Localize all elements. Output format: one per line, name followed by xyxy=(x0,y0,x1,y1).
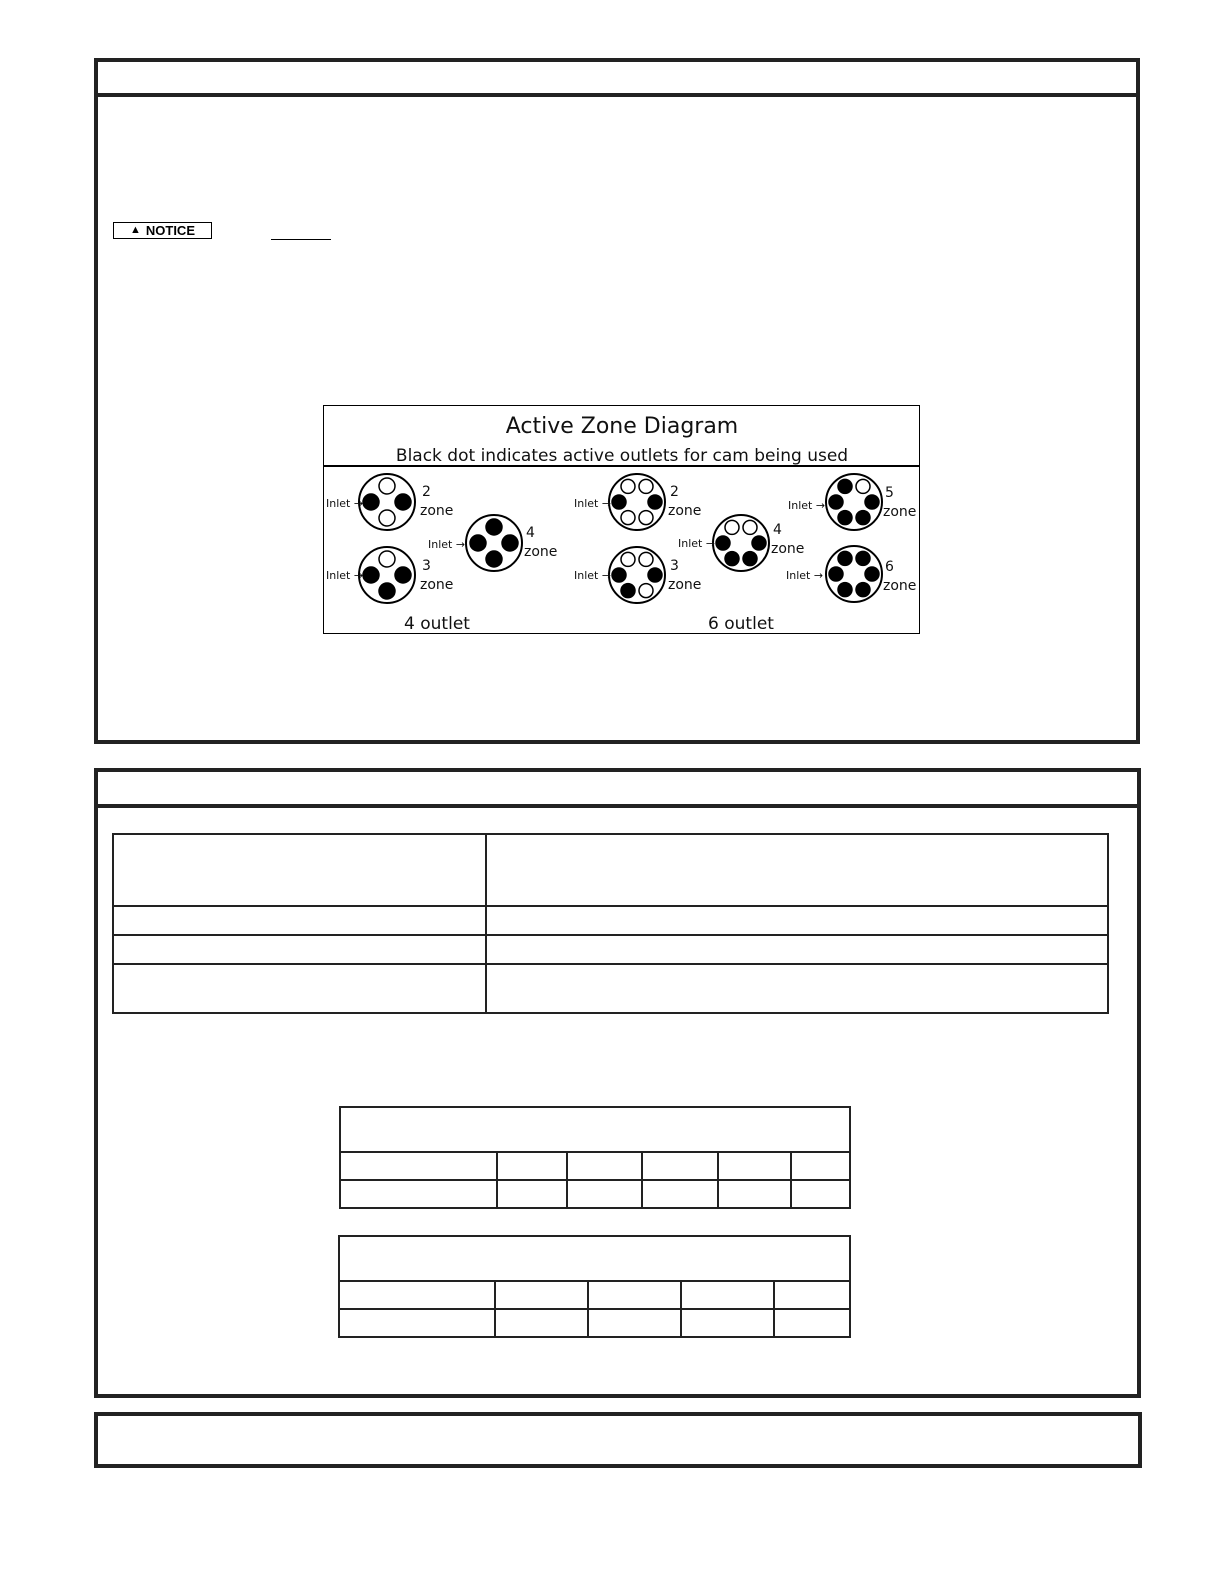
active-outlet-dot xyxy=(725,552,739,566)
cam-6-outlet-5-zone xyxy=(788,474,916,530)
inactive-outlet-dot xyxy=(639,584,653,598)
table-cell xyxy=(113,964,486,1013)
table-cell xyxy=(791,1152,850,1180)
inactive-outlet-dot xyxy=(743,520,757,534)
zone-number: 3 xyxy=(670,558,679,574)
inactive-outlet-dot xyxy=(379,551,395,567)
table-cell xyxy=(340,1152,497,1180)
zone-setup-panel xyxy=(94,58,1140,744)
footer-panel xyxy=(94,1412,1142,1468)
table-row xyxy=(339,1309,850,1337)
active-outlet-dot xyxy=(648,568,662,582)
inactive-outlet-dot xyxy=(725,520,739,534)
table-row xyxy=(113,906,1108,935)
inlet-label: Inlet → xyxy=(574,569,612,582)
active-outlet-dot xyxy=(743,552,757,566)
active-outlet-dot xyxy=(470,535,486,551)
table-cell xyxy=(718,1180,791,1208)
active-outlet-dot xyxy=(379,583,395,599)
table-cell xyxy=(495,1309,588,1337)
diagram-title: Active Zone Diagram xyxy=(505,414,739,439)
active-outlet-dot xyxy=(838,551,852,565)
cam-6-outlet-2-zone xyxy=(574,474,701,530)
active-outlet-dot xyxy=(829,495,843,509)
notice-badge xyxy=(113,222,212,239)
active-outlet-dot xyxy=(363,567,379,583)
diagram-subtitle: Black dot indicates active outlets for cam being used xyxy=(395,446,849,466)
spec-table xyxy=(112,833,1109,1014)
active-outlet-dot xyxy=(838,511,852,525)
active-zone-diagram xyxy=(323,405,920,634)
active-outlet-dot xyxy=(838,479,852,493)
table-cell xyxy=(791,1180,850,1208)
table-cell xyxy=(718,1152,791,1180)
group-label-4-outlet: 4 outlet xyxy=(404,614,470,634)
zone-number: 4 xyxy=(526,525,535,541)
active-outlet-dot xyxy=(856,511,870,525)
active-outlet-dot xyxy=(856,583,870,597)
zone-number: 2 xyxy=(670,484,679,500)
table-cell xyxy=(681,1309,774,1337)
active-outlet-dot xyxy=(865,567,879,581)
table-header-row xyxy=(339,1236,850,1281)
cam-4-outlet-4-zone xyxy=(428,515,557,571)
table-header-cell xyxy=(339,1236,850,1281)
zone-count-table-a xyxy=(339,1106,851,1209)
inlet-label: Inlet → xyxy=(428,538,466,551)
active-outlet-dot xyxy=(612,495,626,509)
active-outlet-dot xyxy=(486,519,502,535)
zone-word: zone xyxy=(420,503,454,519)
table-header-row xyxy=(340,1107,850,1152)
table-row xyxy=(340,1152,850,1180)
table-cell xyxy=(497,1180,567,1208)
active-zone-diagram-graphic xyxy=(324,406,920,634)
cam-6-outlet-6-zone xyxy=(786,546,916,602)
inlet-label: Inlet → xyxy=(326,569,364,582)
table-row xyxy=(340,1180,850,1208)
zone-count-table-b xyxy=(338,1235,851,1338)
table-cell xyxy=(774,1281,850,1309)
zone-setup-panel-header xyxy=(98,62,1136,97)
inactive-outlet-dot xyxy=(639,511,653,525)
active-outlet-dot xyxy=(621,584,635,598)
active-outlet-dot xyxy=(612,568,626,582)
zone-number: 6 xyxy=(885,559,894,575)
table-cell xyxy=(588,1309,681,1337)
table-cell xyxy=(567,1152,642,1180)
active-outlet-dot xyxy=(829,567,843,581)
zone-word: zone xyxy=(668,503,702,519)
table-cell xyxy=(113,935,486,964)
zone-word: zone xyxy=(883,504,917,520)
inlet-label: Inlet → xyxy=(574,497,612,510)
table-cell xyxy=(486,964,1108,1013)
table-cell xyxy=(681,1281,774,1309)
zone-word: zone xyxy=(524,544,558,560)
table-cell xyxy=(339,1281,495,1309)
active-outlet-dot xyxy=(363,494,379,510)
table-cell xyxy=(486,906,1108,935)
active-outlet-dot xyxy=(395,494,411,510)
active-outlet-dot xyxy=(395,567,411,583)
group-label-6-outlet: 6 outlet xyxy=(708,614,774,634)
active-outlet-dot xyxy=(856,551,870,565)
table-header-cell xyxy=(340,1107,850,1152)
active-outlet-dot xyxy=(752,536,766,550)
inlet-label: Inlet → xyxy=(786,569,824,582)
table-cell xyxy=(113,906,486,935)
inactive-outlet-dot xyxy=(639,479,653,493)
inactive-outlet-dot xyxy=(856,479,870,493)
active-outlet-dot xyxy=(716,536,730,550)
zone-word: zone xyxy=(668,577,702,593)
inactive-outlet-dot xyxy=(621,479,635,493)
cam-4-outlet-2-zone xyxy=(326,474,453,530)
warning-triangle-icon: ▲ xyxy=(129,224,141,236)
zone-number: 5 xyxy=(885,485,894,501)
cam-diagrams xyxy=(326,474,916,603)
zone-word: zone xyxy=(420,577,454,593)
inactive-outlet-dot xyxy=(621,552,635,566)
inlet-label: Inlet → xyxy=(788,499,826,512)
table-row xyxy=(339,1281,850,1309)
table-cell xyxy=(642,1152,718,1180)
zone-number: 2 xyxy=(422,484,431,500)
zone-word: zone xyxy=(883,578,917,594)
active-outlet-dot xyxy=(502,535,518,551)
inlet-label: Inlet → xyxy=(678,537,716,550)
table-cell xyxy=(497,1152,567,1180)
table-cell xyxy=(486,935,1108,964)
specifications-panel-header xyxy=(98,772,1137,808)
inactive-outlet-dot xyxy=(379,478,395,494)
zone-number: 3 xyxy=(422,558,431,574)
table-cell xyxy=(567,1180,642,1208)
inlet-label: Inlet → xyxy=(326,497,364,510)
inactive-outlet-dot xyxy=(379,510,395,526)
cam-6-outlet-3-zone xyxy=(574,547,701,603)
table-cell xyxy=(113,834,486,906)
table-cell xyxy=(642,1180,718,1208)
table-row xyxy=(113,964,1108,1013)
table-row xyxy=(113,834,1108,906)
active-outlet-dot xyxy=(838,583,852,597)
table-cell xyxy=(774,1309,850,1337)
table-row xyxy=(113,935,1108,964)
table-cell xyxy=(588,1281,681,1309)
table-cell xyxy=(495,1281,588,1309)
inactive-outlet-dot xyxy=(639,552,653,566)
cam-4-outlet-3-zone xyxy=(326,547,453,603)
zone-word: zone xyxy=(771,541,805,557)
table-cell xyxy=(340,1180,497,1208)
underline-rule xyxy=(271,239,331,240)
active-outlet-dot xyxy=(865,495,879,509)
table-cell xyxy=(486,834,1108,906)
active-outlet-dot xyxy=(648,495,662,509)
inactive-outlet-dot xyxy=(621,511,635,525)
active-outlet-dot xyxy=(486,551,502,567)
cam-6-outlet-4-zone xyxy=(678,515,804,571)
notice-label: NOTICE xyxy=(145,222,195,238)
table-cell xyxy=(339,1309,495,1337)
zone-number: 4 xyxy=(773,522,782,538)
